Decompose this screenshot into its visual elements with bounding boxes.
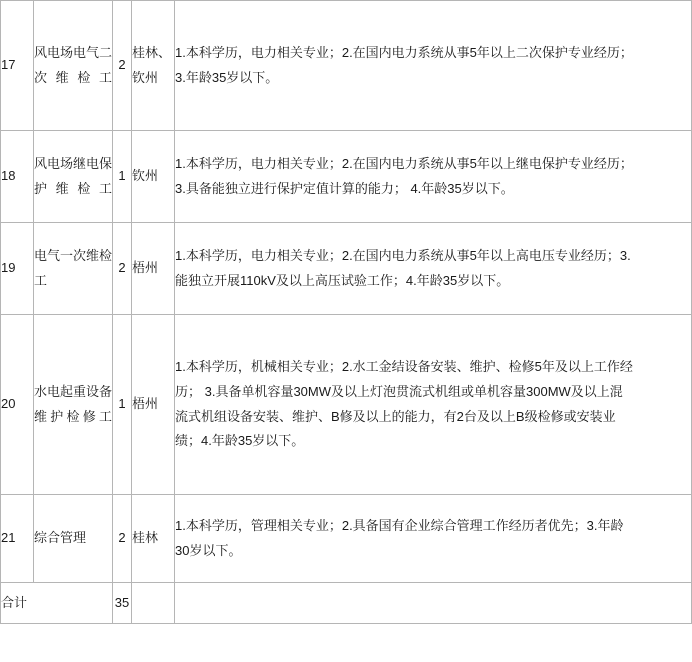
requirement-line: 1.本科学历，机械相关专业；2.水工金结设备安装、维护、检修5年及以上工作经 bbox=[175, 359, 633, 375]
table-row bbox=[1, 1, 692, 131]
row-worklocation: 梧州 bbox=[132, 315, 175, 495]
table-row bbox=[1, 315, 692, 495]
requirement-line: 3.年龄35岁以下。 bbox=[175, 69, 279, 85]
row-headcount: 1 bbox=[113, 315, 132, 495]
row-post-name: 综合管理 bbox=[34, 495, 113, 583]
row-worklocation: 桂林、钦州 bbox=[132, 1, 175, 131]
row-post-name: 风电场继电保护维检工 bbox=[34, 131, 113, 223]
total-headcount: 35 bbox=[113, 583, 132, 624]
row-requirements bbox=[175, 131, 692, 223]
table-total-row bbox=[1, 583, 692, 624]
row-headcount: 1 bbox=[113, 131, 132, 223]
row-post-name: 风电场电气二次维检工 bbox=[34, 1, 113, 131]
row-requirements bbox=[175, 1, 692, 131]
table-row bbox=[1, 223, 692, 315]
row-number: 18 bbox=[1, 131, 34, 223]
row-post-name: 电气一次维检工 bbox=[34, 223, 113, 315]
row-number: 20 bbox=[1, 315, 34, 495]
row-number: 21 bbox=[1, 495, 34, 583]
requirement-line: 流式机组设备安装、维护、B修及以上的能力，有2台及以上B级检修或安装业 bbox=[175, 408, 616, 424]
requirement-line: 1.本科学历，管理相关专业；2.具备国有企业综合管理工作经历者优先；3.年龄 bbox=[175, 517, 624, 533]
row-headcount: 2 bbox=[113, 495, 132, 583]
requirement-line: 3.具备能独立进行保护定值计算的能力； 4.年龄35岁以下。 bbox=[175, 180, 514, 196]
total-requirements bbox=[175, 583, 692, 624]
row-number: 17 bbox=[1, 1, 34, 131]
table-row bbox=[1, 495, 692, 583]
row-requirements bbox=[175, 315, 692, 495]
requirement-line: 绩；4.年龄35岁以下。 bbox=[175, 433, 305, 449]
row-worklocation: 梧州 bbox=[132, 223, 175, 315]
total-label: 合计 bbox=[1, 583, 113, 624]
requirement-line: 历； 3.具备单机容量30MW及以上灯泡贯流式机组或单机容量300MW及以上混 bbox=[175, 383, 623, 399]
row-headcount: 2 bbox=[113, 223, 132, 315]
row-post-name: 水电起重设备维护检修工 bbox=[34, 315, 113, 495]
row-requirements bbox=[175, 495, 692, 583]
requirement-line: 30岁以下。 bbox=[175, 542, 242, 558]
job-table-body bbox=[1, 1, 692, 624]
requirement-line: 1.本科学历，电力相关专业；2.在国内电力系统从事5年以上二次保护专业经历； bbox=[175, 44, 633, 60]
requirement-line: 1.本科学历，电力相关专业；2.在国内电力系统从事5年以上继电保护专业经历； bbox=[175, 155, 633, 171]
requirement-line: 能独立开展110kV及以上高压试验工作；4.年龄35岁以下。 bbox=[175, 272, 510, 288]
row-number: 19 bbox=[1, 223, 34, 315]
row-headcount: 2 bbox=[113, 1, 132, 131]
row-requirements bbox=[175, 223, 692, 315]
requirement-line: 1.本科学历，电力相关专业；2.在国内电力系统从事5年以上高电压专业经历；3. bbox=[175, 247, 631, 263]
total-worklocation bbox=[132, 583, 175, 624]
row-worklocation: 桂林 bbox=[132, 495, 175, 583]
row-worklocation: 钦州 bbox=[132, 131, 175, 223]
table-row bbox=[1, 131, 692, 223]
